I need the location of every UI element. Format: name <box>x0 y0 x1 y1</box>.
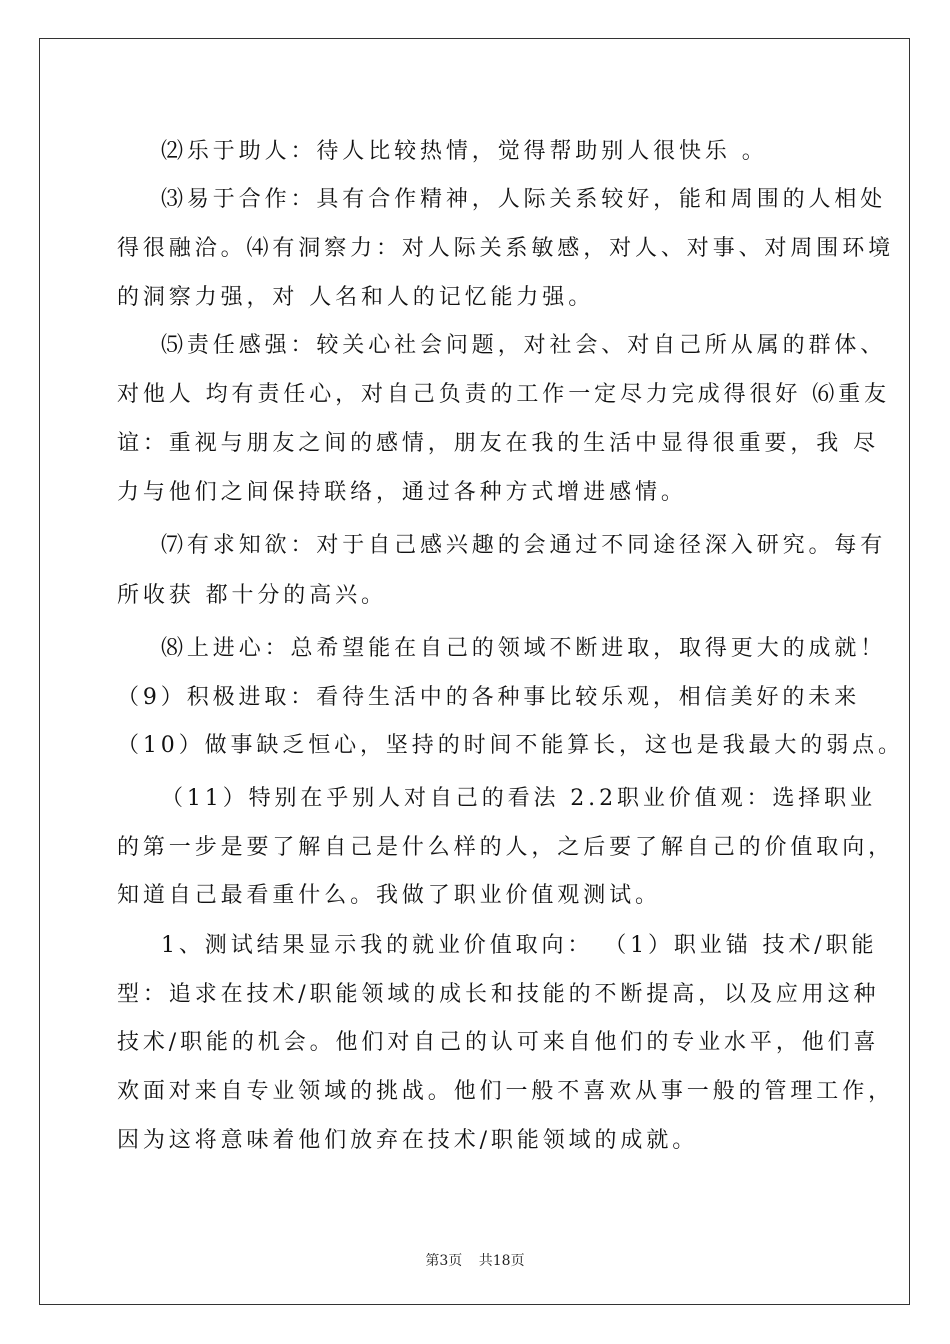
text-line: ⑺有求知欲：对于自己感兴趣的会通过不同途径深入研究。每有 <box>161 533 887 558</box>
text-line: 型：追求在技术/职能领域的成长和技能的不断提高，以及应用这种 <box>117 982 880 1007</box>
text-line: 知道自己最看重什么。我做了职业价值观测试。 <box>117 883 661 908</box>
text-line: 欢面对来自专业领域的挑战。他们一般不喜欢从事一般的管理工作， <box>117 1079 895 1104</box>
text-line: ⑸责任感强：较关心社会问题，对社会、对自己所从属的群体、 <box>161 333 887 358</box>
page-number: 第3页 <box>425 1253 463 1269</box>
text-line: 所收获 都十分的高兴。 <box>117 583 387 608</box>
text-line: 谊：重视与朋友之间的感情，朋友在我的生活中显得很重要，我 尽 <box>117 431 879 456</box>
text-line: 对他人 均有责任心，对自己负责的工作一定尽力完成得很好 ⑹重友 <box>117 382 890 407</box>
text-line: ⑻上进心：总希望能在自己的领域不断进取，取得更大的成就！ <box>161 636 887 661</box>
text-line: 技术/职能的机会。他们对自己的认可来自他们的专业水平，他们喜 <box>117 1030 880 1055</box>
text-line: 的洞察力强，对 人名和人的记忆能力强。 <box>117 285 595 310</box>
text-line: 力与他们之间保持联络，通过各种方式增进感情。 <box>117 480 687 505</box>
text-line: ⑵乐于助人：待人比较热情，觉得帮助别人很快乐 。 <box>161 139 768 164</box>
text-line: ⑶易于合作：具有合作精神，人际关系较好，能和周围的人相处 <box>161 187 887 212</box>
text-line: 得很融洽。⑷有洞察力：对人际关系敏感，对人、对事、对周围环境 <box>117 236 895 261</box>
page-footer <box>0 1250 950 1270</box>
page-total: 共18页 <box>478 1253 525 1269</box>
text-line: （11）特别在乎别人对自己的看法 2.2职业价值观：选择职业 <box>161 786 876 811</box>
text-line: （10）做事缺乏恒心，坚持的时间不能算长，这也是我最大的弱点。 <box>117 733 904 758</box>
text-line: 1、测试结果显示我的就业价值取向： （1）职业锚 技术/职能 <box>161 933 878 958</box>
text-line: 因为这将意味着他们放弃在技术/职能领域的成就。 <box>117 1128 699 1153</box>
text-line: 的第一步是要了解自己是什么样的人，之后要了解自己的价值取向， <box>117 835 895 860</box>
text-line: （9）积极进取：看待生活中的各种事比较乐观，相信美好的未来 <box>117 685 861 710</box>
